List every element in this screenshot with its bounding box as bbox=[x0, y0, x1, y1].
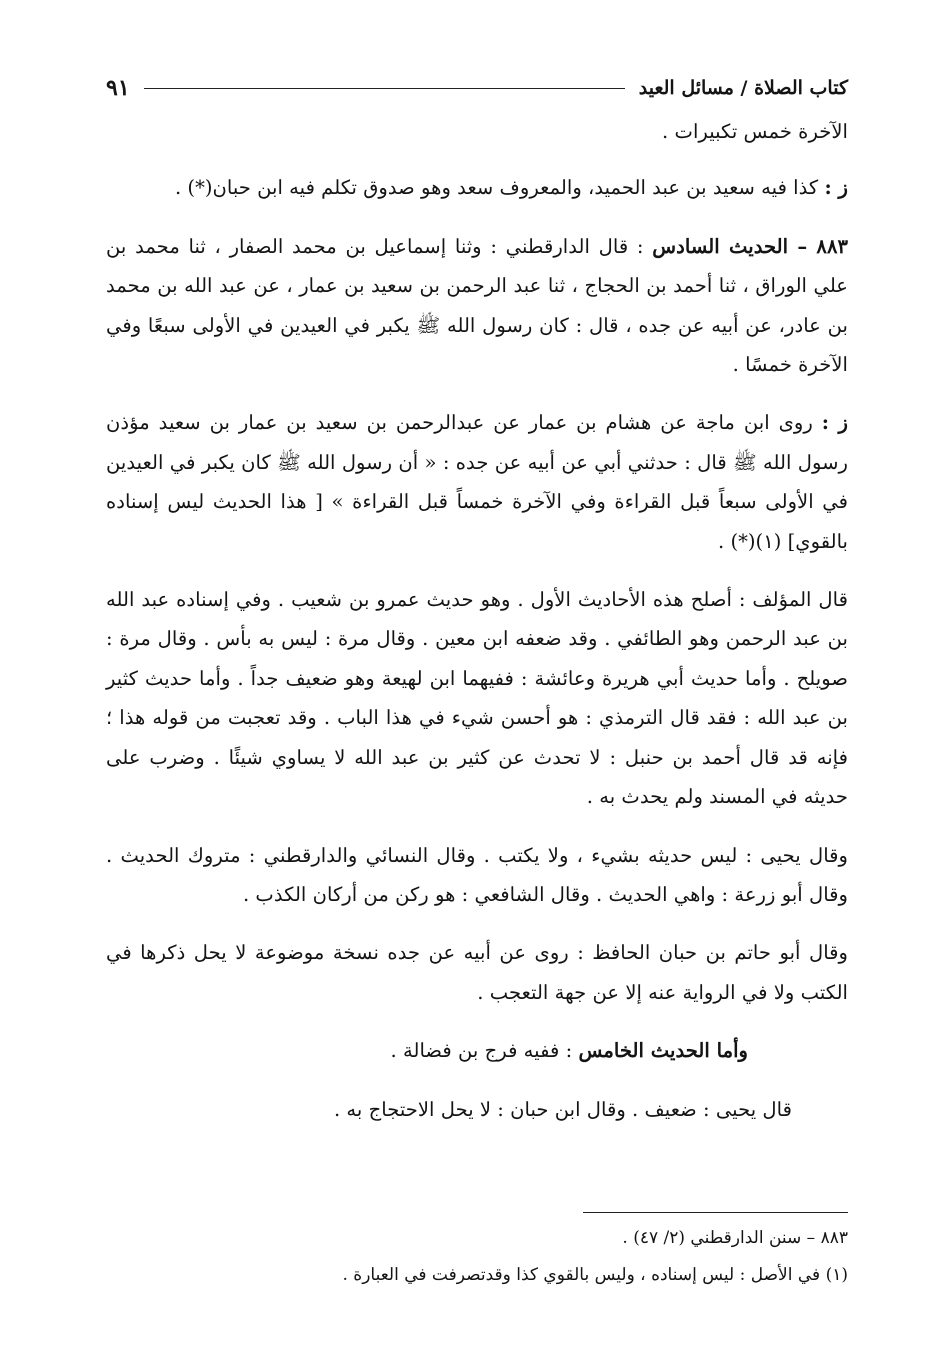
page-number: ٩١ bbox=[106, 75, 130, 101]
section-heading: وأما الحديث الخامس bbox=[578, 1039, 748, 1063]
note-marker: ز : bbox=[824, 176, 848, 200]
paragraph-text: قال يحيى : ضعيف . وقال ابن حبان : لا يحل الاحتجاج به . bbox=[333, 1097, 792, 1121]
paragraph-fifth-hadith bbox=[106, 1031, 848, 1070]
hadith-heading: ٨٨٣ – الحديث السادس bbox=[652, 234, 848, 258]
paragraph-text: روى ابن ماجة عن هشام بن عمار عن عبدالرحمن بن سعيد بن عمار بن سعيد مؤذن رسول الله ﷺ قال : حدثني أبي عن أبيه عن جده : « أن رسول الله ﷺ كان يكبر في العيدين في الأولى سبعاً قبل القراءة وفي الآخرة خمساً قبل القراءة » [ هذا الحديث ليس إسناده بالقوي] (١)(*) . bbox=[106, 411, 848, 553]
header-rule bbox=[144, 88, 625, 89]
paragraph-yahya bbox=[106, 836, 848, 915]
paragraph-final bbox=[106, 1090, 848, 1129]
footnotes bbox=[106, 1220, 848, 1294]
main-text bbox=[106, 112, 848, 1148]
paragraph-text: وقال أبو حاتم بن حبان الحافظ : روى عن أبيه عن جده نسخة موضوعة لا يحل ذكرها في الكتب ولا في الرواية عنه إلا عن جهة التعجب . bbox=[106, 941, 848, 1004]
paragraph-continuation bbox=[106, 112, 848, 151]
paragraph-hadith bbox=[106, 227, 848, 385]
footnote-rule bbox=[583, 1212, 848, 1213]
paragraph-text: قال المؤلف : أصلح هذه الأحاديث الأول . وهو حديث عمرو بن شعيب . وفي إسناده عبد الله بن عبد الرحمن وهو الطائفي . وقد ضعفه ابن معين . وقال مرة : ليس به بأس . وقال مرة : صويلح . وأما حديث أبي هريرة وعائشة : ففيهما ابن لهيعة وهو ضعيف جداً . وأما حديث كثير بن عبد الله : فقد قال الترمذي : هو أحسن شيء في هذا الباب . وقد تعجبت من قوله هذا ؛ فإنه قد قال أحمد بن حنبل : لا تحدث عن كثير بن عبد الله لا يساوي شيئًا . وضرب على حديثه في المسند ولم يحدث به . bbox=[106, 588, 848, 809]
running-header bbox=[106, 68, 848, 108]
header-title: كتاب الصلاة / مسائل العيد bbox=[638, 77, 848, 99]
paragraph-note bbox=[106, 168, 848, 207]
paragraph-text: كذا فيه سعيد بن عبد الحميد، والمعروف سعد وهو صدوق تكلم فيه ابن حبان(*) . bbox=[174, 176, 825, 200]
footnote-source: ٨٨٣ – سنن الدارقطني (٢/ ٤٧) . bbox=[622, 1228, 848, 1248]
paragraph-text: : ففيه فرج بن فضالة . bbox=[390, 1039, 579, 1063]
paragraph-note bbox=[106, 403, 848, 561]
paragraph-ibn-hibban bbox=[106, 933, 848, 1012]
paragraph-author bbox=[106, 580, 848, 816]
paragraph-text: الآخرة خمس تكبيرات . bbox=[662, 120, 848, 143]
note-marker: ز : bbox=[821, 411, 848, 435]
paragraph-text: : قال الدارقطني : وثنا إسماعيل بن محمد الصفار ، ثنا محمد بن علي الوراق ، ثنا أحمد بن الحجاج ، ثنا عبد الرحمن بن سعيد بن عمار ، عن عبد الله بن محمد بن عادر، عن أبيه عن جده ، قال : كان رسول الله ﷺ يكبر في العيدين في الأولى سبعًا وفي الآخرة خمسًا . bbox=[106, 234, 848, 377]
paragraph-text: وقال يحيى : ليس حديثه بشيء ، ولا يكتب . وقال النسائي والدارقطني : متروك الحديث . وقال أبو زرعة : واهي الحديث . وقال الشافعي : هو ركن من أركان الكذب . bbox=[106, 843, 848, 906]
footnote-1: (١) في الأصل : ليس إسناده ، وليس بالقوي كذا وقدتصرفت في العبارة . bbox=[342, 1265, 848, 1285]
